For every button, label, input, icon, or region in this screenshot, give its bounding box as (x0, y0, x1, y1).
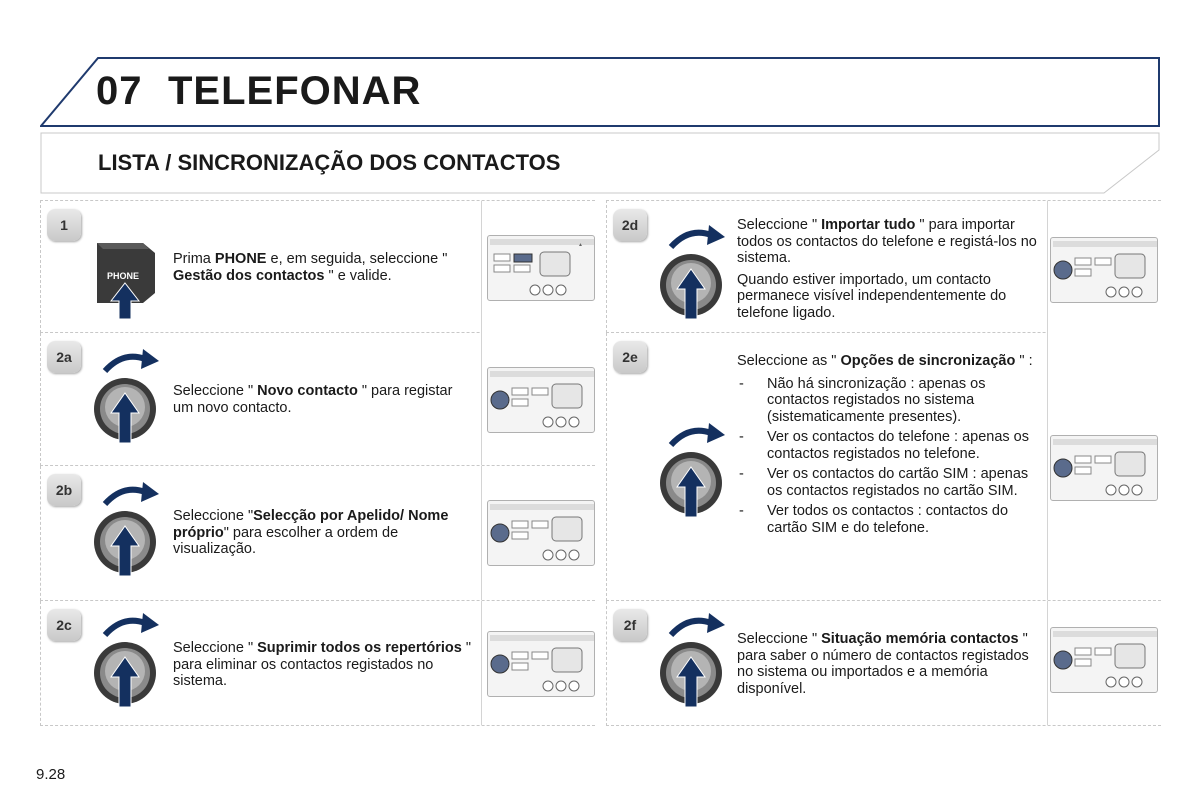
step-2f-text: Seleccione " Situação memória contactos " para saber o número de contactos registados no sistema ou importados e a memória disponível. (737, 631, 1029, 697)
chapter-number: 07 (96, 69, 143, 113)
sync-options-list (737, 376, 1037, 537)
radio-thumbnail-cell (481, 333, 595, 465)
radio-thumbnail-cell (1047, 333, 1161, 600)
rotary-knob-icon (93, 611, 163, 711)
radio-thumbnail-cell (481, 466, 595, 600)
step-2e-text: Seleccione as " Opções de sincronização " : - Não há sincronização : apenas os contactos registados no sistema (sistematicamente presentes). - Ver os contactos do telefone : apenas os contactos registados no telefone. - Ver os contactos do cartão SIM : apenas os contactos registados no cartão SIM. - Ver todos os contactos : contactos do cartão SIM e do telefone. (737, 353, 1037, 540)
step-badge: 2a (47, 341, 81, 373)
step-badge: 2b (47, 474, 81, 506)
step-2c-panel (40, 601, 595, 726)
step-badge: 2c (47, 609, 81, 641)
radio-thumbnail-cell (1047, 601, 1161, 725)
radio-unit-icon (487, 631, 595, 697)
page-number: 9.28 (36, 766, 66, 783)
step-1-text: Prima PHONE e, em seguida, seleccione " Gestão dos contactos " e valide. (173, 251, 448, 284)
rotary-knob-icon (659, 223, 729, 323)
section-title: LISTA / SINCRONIZAÇÃO DOS CONTACTOS (98, 150, 561, 175)
list-item: - Ver os contactos do telefone : apenas os contactos registados no telefone. (737, 429, 1037, 462)
radio-unit-icon (1050, 435, 1158, 501)
step-2d-text: Seleccione " Importar tudo " para importar todos os contactos do telefone e registá-los no sistema. Quando estiver importado, um contacto permanece visível independentemente do telefone ligado. (737, 217, 1037, 321)
svg-text:▲: ▲ (578, 242, 583, 248)
step-badge: 2f (613, 609, 647, 641)
step-2b-panel (40, 466, 595, 601)
rotary-knob-icon (659, 611, 729, 711)
step-2c-text: Seleccione " Suprimir todos os repertórios " para eliminar os contactos registados no sistema. (173, 640, 471, 689)
radio-unit-icon (487, 500, 595, 566)
rotary-knob-icon (93, 347, 163, 447)
radio-unit-icon (487, 235, 595, 301)
step-2e-panel (606, 333, 1161, 601)
radio-unit-icon (1050, 237, 1158, 303)
rotary-knob-icon (93, 480, 163, 580)
phone-button-icon (93, 241, 157, 321)
chapter-title: TELEFONAR (168, 69, 422, 113)
step-badge: 1 (47, 209, 81, 241)
radio-thumbnail-cell (1047, 201, 1161, 333)
radio-thumbnail-cell (481, 601, 595, 725)
step-badge: 2d (613, 209, 647, 241)
step-2a-text: Seleccione " Novo contacto " para registar um novo contacto. (173, 383, 453, 416)
phone-button-label: PHONE (106, 271, 140, 281)
step-2b-text: Seleccione "Selecção por Apelido/ Nome próprio" para escolher a ordem de visualização. (173, 508, 449, 557)
step-2f-panel (606, 601, 1161, 726)
step-1-panel (40, 200, 595, 333)
rotary-knob-icon (659, 421, 729, 521)
step-2a-panel (40, 333, 595, 466)
step-2d-panel (606, 200, 1161, 333)
list-item: - Ver os contactos do cartão SIM : apenas os contactos registados no cartão SIM. (737, 466, 1037, 499)
step-badge: 2e (613, 341, 647, 373)
radio-unit-icon (487, 367, 595, 433)
radio-thumbnail-cell (481, 201, 595, 333)
list-item: - Não há sincronização : apenas os contactos registados no sistema (sistematicamente presentes). (737, 376, 1037, 426)
list-item: - Ver todos os contactos : contactos do cartão SIM e do telefone. (737, 503, 1037, 536)
radio-unit-icon (1050, 627, 1158, 693)
